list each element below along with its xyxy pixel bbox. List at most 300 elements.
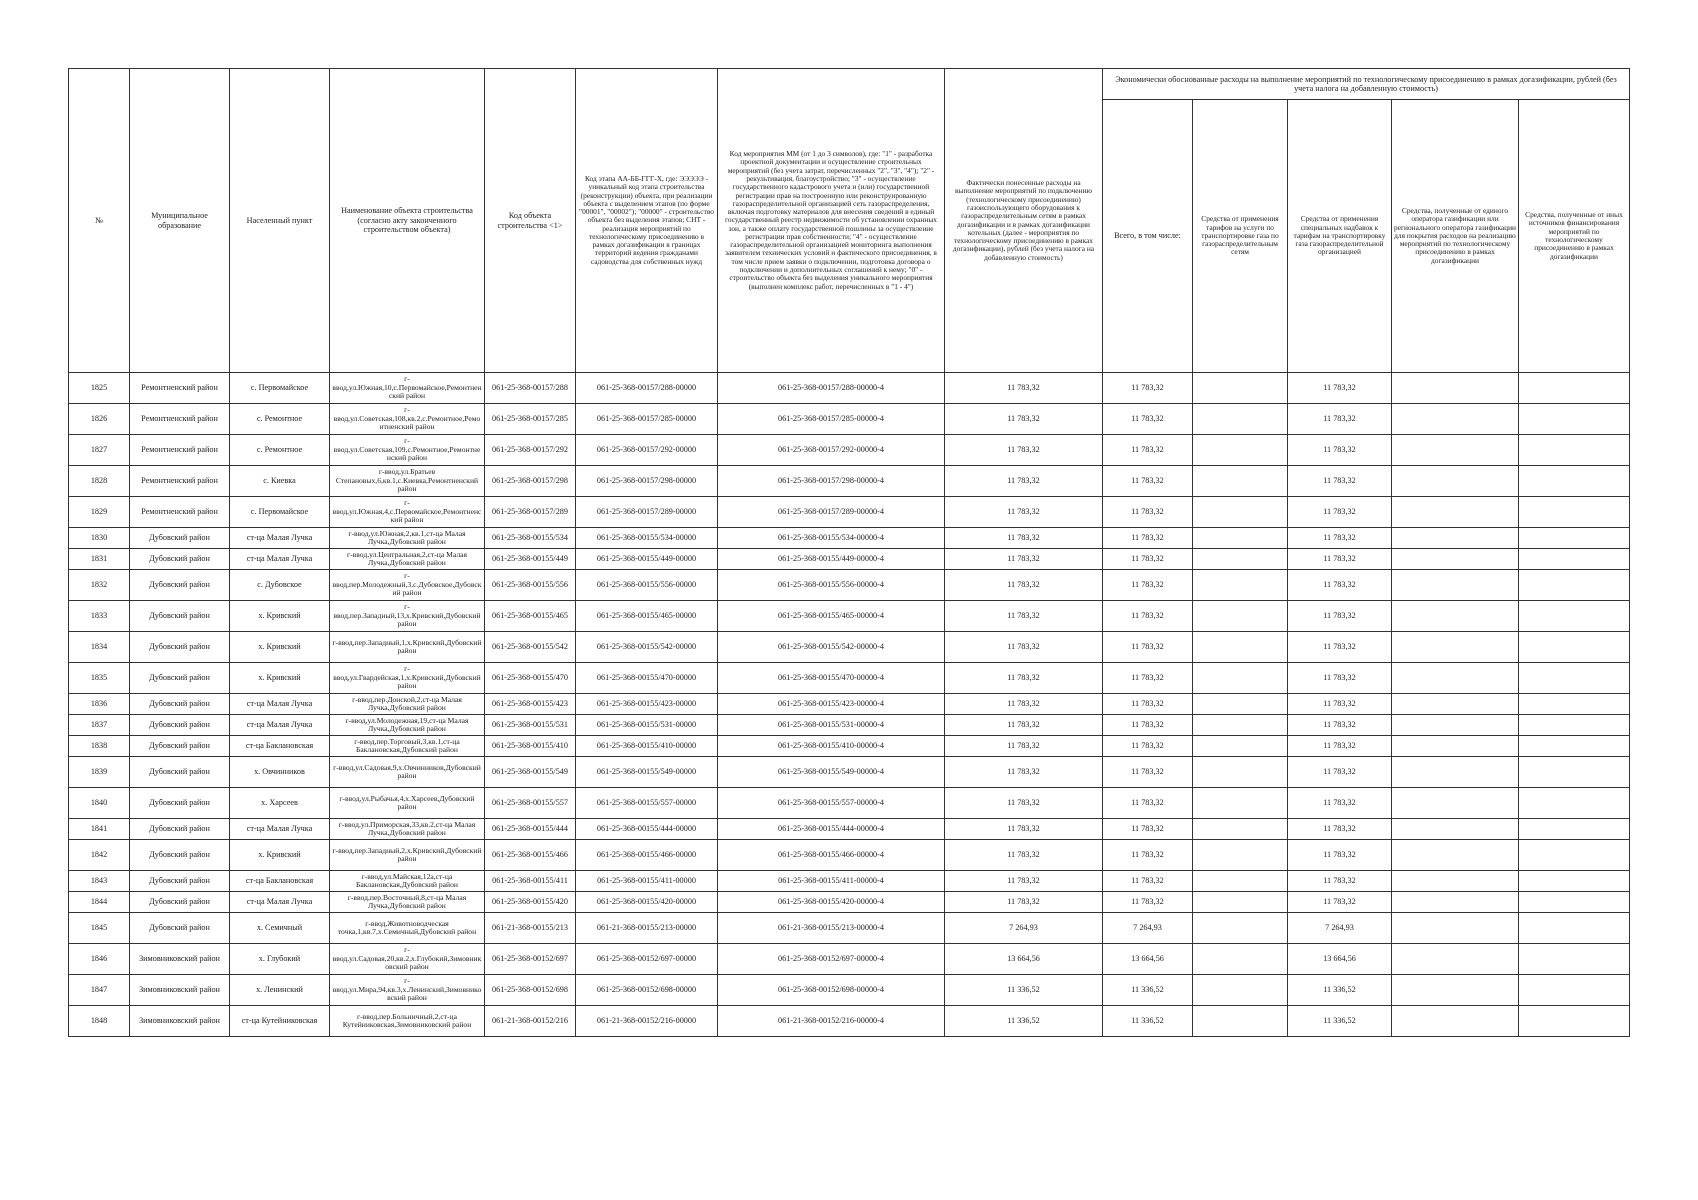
cell-object-name: г-ввод,ул.Рыбачья,4,х.Харсеев,Дубовский район	[330, 788, 485, 819]
table-row	[69, 1006, 1630, 1037]
cell-special-markups: 7 264,93	[1288, 913, 1392, 944]
cell-num: 1836	[69, 694, 130, 715]
cell-municipality: Дубовский район	[130, 892, 230, 913]
cell-special-markups: 13 664,56	[1288, 944, 1392, 975]
table-row	[69, 913, 1630, 944]
table-row	[69, 788, 1630, 819]
cell-other-sources	[1519, 1006, 1630, 1037]
cell-event-code: 061-25-368-00155/466-00000-4	[718, 840, 945, 871]
cell-other-sources	[1519, 944, 1630, 975]
cell-event-code: 061-21-368-00155/213-00000-4	[718, 913, 945, 944]
table-body	[69, 373, 1630, 1037]
cell-num: 1829	[69, 497, 130, 528]
cell-operator-funds	[1392, 757, 1519, 788]
cell-special-markups: 11 783,32	[1288, 892, 1392, 913]
cell-object-code: 061-25-368-00157/292	[485, 435, 576, 466]
table-header	[69, 69, 1630, 373]
cell-actual-costs: 11 783,32	[945, 871, 1103, 892]
cell-actual-costs: 11 783,32	[945, 373, 1103, 404]
cell-total: 11 783,32	[1103, 819, 1193, 840]
table-row	[69, 736, 1630, 757]
cell-other-sources	[1519, 435, 1630, 466]
cell-municipality: Зимовниковский район	[130, 944, 230, 975]
cell-stage-code: 061-25-368-00155/410-00000	[576, 736, 718, 757]
cell-tariff-transport	[1193, 944, 1288, 975]
cell-tariff-transport	[1193, 819, 1288, 840]
cell-settlement: х. Кривский	[230, 840, 330, 871]
cell-municipality: Ремонтненский район	[130, 466, 230, 497]
cell-settlement: ст-ца Малая Лучка	[230, 694, 330, 715]
cell-settlement: х. Семичный	[230, 913, 330, 944]
cell-actual-costs: 11 783,32	[945, 632, 1103, 663]
cell-total: 11 783,32	[1103, 404, 1193, 435]
table-row	[69, 549, 1630, 570]
cell-municipality: Дубовский район	[130, 788, 230, 819]
cell-stage-code: 061-21-368-00152/216-00000	[576, 1006, 718, 1037]
cell-settlement: х. Ленинский	[230, 975, 330, 1006]
cell-total: 11 783,32	[1103, 570, 1193, 601]
cell-other-sources	[1519, 819, 1630, 840]
cell-special-markups: 11 783,32	[1288, 466, 1392, 497]
cell-num: 1835	[69, 663, 130, 694]
cell-num: 1838	[69, 736, 130, 757]
cell-other-sources	[1519, 632, 1630, 663]
cell-num: 1827	[69, 435, 130, 466]
cell-settlement: ст-ца Малая Лучка	[230, 892, 330, 913]
cell-municipality: Дубовский район	[130, 913, 230, 944]
cell-total: 11 783,32	[1103, 632, 1193, 663]
cell-object-name: г-ввод,ул.Садовая,20,кв.2,х.Глубокий,Зимовниковский район	[330, 944, 485, 975]
cell-tariff-transport	[1193, 528, 1288, 549]
cell-tariff-transport	[1193, 497, 1288, 528]
cell-object-name: г-ввод,ул.Советская,108,кв.2,с.Ремонтное,Ремонтненский район	[330, 404, 485, 435]
cell-actual-costs: 11 336,52	[945, 975, 1103, 1006]
cell-actual-costs: 13 664,56	[945, 944, 1103, 975]
cell-total: 11 336,52	[1103, 1006, 1193, 1037]
cell-other-sources	[1519, 466, 1630, 497]
cell-municipality: Дубовский район	[130, 570, 230, 601]
cell-num: 1831	[69, 549, 130, 570]
cell-object-code: 061-25-368-00157/288	[485, 373, 576, 404]
cell-actual-costs: 11 783,32	[945, 694, 1103, 715]
cell-stage-code: 061-25-368-00155/420-00000	[576, 892, 718, 913]
cell-actual-costs: 11 783,32	[945, 528, 1103, 549]
cell-other-sources	[1519, 840, 1630, 871]
cell-other-sources	[1519, 871, 1630, 892]
cell-object-code: 061-25-368-00155/534	[485, 528, 576, 549]
table-row	[69, 892, 1630, 913]
cell-settlement: х. Кривский	[230, 601, 330, 632]
cell-tariff-transport	[1193, 715, 1288, 736]
cell-num: 1825	[69, 373, 130, 404]
cell-object-code: 061-25-368-00152/697	[485, 944, 576, 975]
cell-actual-costs: 11 783,32	[945, 788, 1103, 819]
header-num: №	[69, 69, 130, 373]
cell-num: 1832	[69, 570, 130, 601]
cell-municipality: Дубовский район	[130, 840, 230, 871]
cell-object-code: 061-25-368-00157/289	[485, 497, 576, 528]
cell-special-markups: 11 783,32	[1288, 601, 1392, 632]
cell-stage-code: 061-25-368-00155/423-00000	[576, 694, 718, 715]
cell-municipality: Дубовский район	[130, 694, 230, 715]
cell-other-sources	[1519, 549, 1630, 570]
cell-object-name: г-ввод,ул.Советская,109,с.Ремонтное,Ремонтненский район	[330, 435, 485, 466]
table-row	[69, 694, 1630, 715]
cell-total: 13 664,56	[1103, 944, 1193, 975]
cell-event-code: 061-25-368-00155/534-00000-4	[718, 528, 945, 549]
cell-object-name: г-ввод,Животноводческая точка,1,кв.7,х.Семичный,Дубовский район	[330, 913, 485, 944]
cell-municipality: Дубовский район	[130, 549, 230, 570]
cell-object-code: 061-25-368-00155/444	[485, 819, 576, 840]
cell-stage-code: 061-25-368-00155/556-00000	[576, 570, 718, 601]
cell-other-sources	[1519, 694, 1630, 715]
cell-num: 1843	[69, 871, 130, 892]
cell-municipality: Дубовский район	[130, 757, 230, 788]
cell-tariff-transport	[1193, 736, 1288, 757]
cell-event-code: 061-21-368-00152/216-00000-4	[718, 1006, 945, 1037]
cell-event-code: 061-25-368-00155/411-00000-4	[718, 871, 945, 892]
cell-operator-funds	[1392, 736, 1519, 757]
cell-special-markups: 11 783,32	[1288, 788, 1392, 819]
cell-other-sources	[1519, 736, 1630, 757]
cell-num: 1826	[69, 404, 130, 435]
cell-operator-funds	[1392, 871, 1519, 892]
cell-event-code: 061-25-368-00155/410-00000-4	[718, 736, 945, 757]
cell-num: 1846	[69, 944, 130, 975]
cell-tariff-transport	[1193, 404, 1288, 435]
cell-other-sources	[1519, 663, 1630, 694]
table-row	[69, 715, 1630, 736]
header-municipality: Муниципальное образование	[130, 69, 230, 373]
cell-num: 1839	[69, 757, 130, 788]
cell-operator-funds	[1392, 497, 1519, 528]
cell-object-name: г-ввод,пер.Восточный,8,ст-ца Малая Лучка,Дубовский район	[330, 892, 485, 913]
cell-object-code: 061-25-368-00155/531	[485, 715, 576, 736]
header-stage-code: Код этапа АА-ББ-ГГГ-Х, где: ЭЭЭЭЭ - уникальный код этапа строительства (реконструкции) объекта, при реализации объекта с выделением этапов (по форме "00001", "00002"); "00000" - строительство объекта без выделения этапов; СНТ - реализация мероприятий по технологическому присоединению в рамках догазификации в границах территорий ведения гражданами садоводства для собственных нужд	[576, 69, 718, 373]
cell-operator-funds	[1392, 694, 1519, 715]
cell-special-markups: 11 783,32	[1288, 528, 1392, 549]
cell-num: 1840	[69, 788, 130, 819]
cell-settlement: с. Киевка	[230, 466, 330, 497]
cell-tariff-transport	[1193, 570, 1288, 601]
cell-stage-code: 061-25-368-00155/444-00000	[576, 819, 718, 840]
cell-operator-funds	[1392, 528, 1519, 549]
document-sheet	[68, 68, 1629, 1037]
cell-event-code: 061-25-368-00152/697-00000-4	[718, 944, 945, 975]
cell-operator-funds	[1392, 975, 1519, 1006]
cell-special-markups: 11 783,32	[1288, 871, 1392, 892]
cell-settlement: ст-ца Малая Лучка	[230, 549, 330, 570]
cell-municipality: Ремонтненский район	[130, 435, 230, 466]
cell-stage-code: 061-25-368-00157/292-00000	[576, 435, 718, 466]
cell-special-markups: 11 783,32	[1288, 819, 1392, 840]
cell-object-name: г-ввод,ул.Южная,10,с.Первомайское,Ремонтненский район	[330, 373, 485, 404]
cell-object-code: 061-25-368-00155/466	[485, 840, 576, 871]
cell-object-code: 061-25-368-00155/449	[485, 549, 576, 570]
cell-operator-funds	[1392, 373, 1519, 404]
cell-settlement: с. Первомайское	[230, 497, 330, 528]
cell-object-code: 061-25-368-00155/556	[485, 570, 576, 601]
cell-event-code: 061-25-368-00155/531-00000-4	[718, 715, 945, 736]
cell-total: 11 783,32	[1103, 528, 1193, 549]
cell-stage-code: 061-25-368-00157/285-00000	[576, 404, 718, 435]
table-row	[69, 944, 1630, 975]
table-row	[69, 373, 1630, 404]
header-settlement: Населенный пункт	[230, 69, 330, 373]
cell-actual-costs: 11 783,32	[945, 736, 1103, 757]
cell-object-name: г-ввод,ул.Южная,2,кв.1,ст-ца Малая Лучка,Дубовский район	[330, 528, 485, 549]
cell-stage-code: 061-25-368-00155/531-00000	[576, 715, 718, 736]
cell-tariff-transport	[1193, 466, 1288, 497]
cell-operator-funds	[1392, 466, 1519, 497]
cell-settlement: х. Кривский	[230, 663, 330, 694]
header-other-sources: Средства, полученные от иных источников финансирования мероприятий по технологическому присоединению в рамках догазификации	[1519, 100, 1630, 373]
cell-operator-funds	[1392, 913, 1519, 944]
cell-tariff-transport	[1193, 601, 1288, 632]
cell-actual-costs: 11 783,32	[945, 715, 1103, 736]
cell-stage-code: 061-25-368-00155/466-00000	[576, 840, 718, 871]
cell-tariff-transport	[1193, 694, 1288, 715]
cell-actual-costs: 7 264,93	[945, 913, 1103, 944]
cell-total: 11 783,32	[1103, 373, 1193, 404]
cell-municipality: Дубовский район	[130, 736, 230, 757]
cell-special-markups: 11 783,32	[1288, 715, 1392, 736]
cell-num: 1847	[69, 975, 130, 1006]
table-row	[69, 528, 1630, 549]
cell-object-code: 061-25-368-00155/410	[485, 736, 576, 757]
cell-num: 1848	[69, 1006, 130, 1037]
cell-stage-code: 061-25-368-00157/289-00000	[576, 497, 718, 528]
header-object-name: Наименование объекта строительства (согласно акту законченного строительством объекта)	[330, 69, 485, 373]
cell-operator-funds	[1392, 632, 1519, 663]
cell-object-name: г-ввод,ул.Мира,94,кв.3,х.Ленинский,Зимовниковский район	[330, 975, 485, 1006]
cell-event-code: 061-25-368-00155/449-00000-4	[718, 549, 945, 570]
cell-tariff-transport	[1193, 663, 1288, 694]
cell-object-name: г-ввод,пер.Молодежный,3,с.Дубовское,Дубовский район	[330, 570, 485, 601]
cell-municipality: Дубовский район	[130, 632, 230, 663]
cell-object-name: г-ввод,пер.Западный,1,х.Кривский,Дубовский район	[330, 632, 485, 663]
cell-settlement: ст-ца Баклановская	[230, 871, 330, 892]
cell-settlement: х. Харсеев	[230, 788, 330, 819]
table-row	[69, 871, 1630, 892]
cell-event-code: 061-25-368-00155/556-00000-4	[718, 570, 945, 601]
cell-other-sources	[1519, 975, 1630, 1006]
cell-tariff-transport	[1193, 975, 1288, 1006]
cell-other-sources	[1519, 913, 1630, 944]
cell-object-code: 061-25-368-00155/420	[485, 892, 576, 913]
cell-settlement: ст-ца Баклановская	[230, 736, 330, 757]
cell-municipality: Дубовский район	[130, 715, 230, 736]
cell-object-code: 061-25-368-00155/557	[485, 788, 576, 819]
cell-num: 1841	[69, 819, 130, 840]
cell-stage-code: 061-25-368-00152/698-00000	[576, 975, 718, 1006]
cell-object-name: г-ввод,пер.Донской,2,ст-ца Малая Лучка,Дубовский район	[330, 694, 485, 715]
cell-settlement: с. Дубовское	[230, 570, 330, 601]
cell-total: 11 783,32	[1103, 757, 1193, 788]
cell-settlement: ст-ца Малая Лучка	[230, 715, 330, 736]
header-event-code: Код мероприятия ММ (от 1 до 3 символов), где: "1" - разработка проектной документации и осуществление строительных мероприятий (без учета затрат, перечисленных "2", "3", "4"); "2" - рекультивация, благоустройство; "3" - осуществление государственного кадастрового учета и (или) государственной регистрации прав на построенную или реконструированную газораспределительной организацией сеть газораспределения, включая подготовку материалов для внесения сведений в единый государственный реестр недвижимости об установлении охранных зон, а также оплату государственной пошлины за осуществление регистрации прав собственности; "4" - осуществление газораспределительной организацией мониторинга выполнения заявителем технических условий и фактического присоединения, в том числе прием заявки о подключении, подготовка договора о подключении и дополнительных соглашений к нему; "0" - строительство объекта без выделения уникального мероприятия (выполнен комплекс работ, перечисленных в "1 - 4")	[718, 69, 945, 373]
cell-total: 11 783,32	[1103, 694, 1193, 715]
cell-total: 11 336,52	[1103, 975, 1193, 1006]
cell-object-name: г-ввод,ул.Приморская,33,кв.2,ст-ца Малая Лучка,Дубовский район	[330, 819, 485, 840]
cell-total: 7 264,93	[1103, 913, 1193, 944]
table-row	[69, 404, 1630, 435]
cell-event-code: 061-25-368-00155/557-00000-4	[718, 788, 945, 819]
table-row	[69, 466, 1630, 497]
cell-event-code: 061-25-368-00152/698-00000-4	[718, 975, 945, 1006]
cell-municipality: Зимовниковский район	[130, 1006, 230, 1037]
cell-num: 1828	[69, 466, 130, 497]
cell-num: 1834	[69, 632, 130, 663]
cell-object-code: 061-25-368-00155/470	[485, 663, 576, 694]
cell-actual-costs: 11 783,32	[945, 497, 1103, 528]
cell-stage-code: 061-21-368-00155/213-00000	[576, 913, 718, 944]
cell-stage-code: 061-25-368-00155/549-00000	[576, 757, 718, 788]
cell-settlement: ст-ца Малая Лучка	[230, 528, 330, 549]
cell-operator-funds	[1392, 570, 1519, 601]
cell-other-sources	[1519, 570, 1630, 601]
cell-stage-code: 061-25-368-00157/298-00000	[576, 466, 718, 497]
cell-tariff-transport	[1193, 913, 1288, 944]
cell-object-name: г-ввод,пер.Западный,2,х.Кривский,Дубовский район	[330, 840, 485, 871]
header-actual-costs: Фактически понесенные расходы на выполнение мероприятий по подключению (технологическому присоединению) газоиспользующего оборудования к газораспределительным сетям в рамках догазификации и в рамках догазификации котельных (далее - мероприятия по технологическому присоединению в рамках догазификации), рублей (без учета налога на добавленную стоимость)	[945, 69, 1103, 373]
cell-other-sources	[1519, 715, 1630, 736]
cell-num: 1833	[69, 601, 130, 632]
cell-object-name: г-ввод,ул.Майская,12а,ст-ца Баклановская,Дубовский район	[330, 871, 485, 892]
cell-actual-costs: 11 783,32	[945, 435, 1103, 466]
cell-object-code: 061-21-368-00152/216	[485, 1006, 576, 1037]
cell-object-code: 061-25-368-00157/298	[485, 466, 576, 497]
header-tariff-transport: Средства от применения тарифов на услуги по транспортировке газа по газораспределительным сетям	[1193, 100, 1288, 373]
cell-tariff-transport	[1193, 871, 1288, 892]
cell-municipality: Ремонтненский район	[130, 404, 230, 435]
cell-object-code: 061-25-368-00155/549	[485, 757, 576, 788]
cell-actual-costs: 11 783,32	[945, 601, 1103, 632]
cell-stage-code: 061-25-368-00155/465-00000	[576, 601, 718, 632]
cell-actual-costs: 11 336,52	[945, 1006, 1103, 1037]
cell-settlement: с. Ремонтное	[230, 435, 330, 466]
cell-special-markups: 11 783,32	[1288, 435, 1392, 466]
cell-tariff-transport	[1193, 757, 1288, 788]
cell-other-sources	[1519, 757, 1630, 788]
cell-total: 11 783,32	[1103, 892, 1193, 913]
cell-object-code: 061-25-368-00155/542	[485, 632, 576, 663]
cell-stage-code: 061-25-368-00157/288-00000	[576, 373, 718, 404]
cell-settlement: ст-ца Кутейниковская	[230, 1006, 330, 1037]
cell-settlement: с. Ремонтное	[230, 404, 330, 435]
cell-object-name: г-ввод,ул.Молодежная,19,ст-ца Малая Лучка,Дубовский район	[330, 715, 485, 736]
cell-object-code: 061-25-368-00157/285	[485, 404, 576, 435]
cell-tariff-transport	[1193, 632, 1288, 663]
table-row	[69, 819, 1630, 840]
cell-special-markups: 11 783,32	[1288, 632, 1392, 663]
cell-municipality: Дубовский район	[130, 819, 230, 840]
cell-object-name: г-ввод,пер.Больничный,2,ст-ца Кутейниковская,Зимовниковский район	[330, 1006, 485, 1037]
cell-tariff-transport	[1193, 435, 1288, 466]
cell-operator-funds	[1392, 435, 1519, 466]
cell-special-markups: 11 336,52	[1288, 1006, 1392, 1037]
cell-operator-funds	[1392, 788, 1519, 819]
cell-event-code: 061-25-368-00155/542-00000-4	[718, 632, 945, 663]
cell-num: 1844	[69, 892, 130, 913]
table-row	[69, 663, 1630, 694]
cell-actual-costs: 11 783,32	[945, 549, 1103, 570]
header-total: Всего, в том числе:	[1103, 100, 1193, 373]
cell-tariff-transport	[1193, 788, 1288, 819]
cell-actual-costs: 11 783,32	[945, 404, 1103, 435]
table-row	[69, 975, 1630, 1006]
cell-event-code: 061-25-368-00155/465-00000-4	[718, 601, 945, 632]
cell-event-code: 061-25-368-00155/423-00000-4	[718, 694, 945, 715]
cell-total: 11 783,32	[1103, 435, 1193, 466]
cell-object-code: 061-21-368-00155/213	[485, 913, 576, 944]
cell-object-code: 061-25-368-00152/698	[485, 975, 576, 1006]
cell-operator-funds	[1392, 663, 1519, 694]
cell-other-sources	[1519, 788, 1630, 819]
cell-special-markups: 11 783,32	[1288, 570, 1392, 601]
cell-special-markups: 11 783,32	[1288, 497, 1392, 528]
cell-object-name: г-ввод,пер.Западный,13,х.Кривский,Дубовский район	[330, 601, 485, 632]
cell-municipality: Ремонтненский район	[130, 373, 230, 404]
cell-tariff-transport	[1193, 840, 1288, 871]
cell-object-name: г-ввод,ул.Садовая,9,х.Овчинников,Дубовский район	[330, 757, 485, 788]
table-row	[69, 840, 1630, 871]
cell-special-markups: 11 783,32	[1288, 736, 1392, 757]
cell-special-markups: 11 783,32	[1288, 549, 1392, 570]
cell-object-code: 061-25-368-00155/411	[485, 871, 576, 892]
cell-event-code: 061-25-368-00157/292-00000-4	[718, 435, 945, 466]
cell-tariff-transport	[1193, 549, 1288, 570]
cell-event-code: 061-25-368-00155/549-00000-4	[718, 757, 945, 788]
cell-stage-code: 061-25-368-00155/470-00000	[576, 663, 718, 694]
table-row	[69, 601, 1630, 632]
header-operator-funds: Средства, полученные от единого оператора газификации или регионального оператора газификации для покрытия расходов на реализацию мероприятий по технологическому присоединению в рамках догазификации	[1392, 100, 1519, 373]
cell-settlement: х. Кривский	[230, 632, 330, 663]
cell-actual-costs: 11 783,32	[945, 663, 1103, 694]
cell-municipality: Дубовский район	[130, 528, 230, 549]
cell-operator-funds	[1392, 549, 1519, 570]
cell-event-code: 061-25-368-00157/288-00000-4	[718, 373, 945, 404]
cell-stage-code: 061-25-368-00155/411-00000	[576, 871, 718, 892]
cell-operator-funds	[1392, 819, 1519, 840]
cell-operator-funds	[1392, 404, 1519, 435]
cell-num: 1837	[69, 715, 130, 736]
cell-object-name: г-ввод,ул.Гвардейская,1,х.Кривский,Дубовский район	[330, 663, 485, 694]
cell-operator-funds	[1392, 892, 1519, 913]
cell-num: 1842	[69, 840, 130, 871]
cell-object-name: г-ввод,пер.Торговый,3,кв.1,ст-ца Баклановская,Дубовский район	[330, 736, 485, 757]
cell-municipality: Дубовский район	[130, 601, 230, 632]
cell-stage-code: 061-25-368-00155/449-00000	[576, 549, 718, 570]
cell-settlement: ст-ца Малая Лучка	[230, 819, 330, 840]
cell-operator-funds	[1392, 1006, 1519, 1037]
cell-other-sources	[1519, 892, 1630, 913]
table-row	[69, 497, 1630, 528]
cell-operator-funds	[1392, 715, 1519, 736]
cell-municipality: Дубовский район	[130, 663, 230, 694]
cell-event-code: 061-25-368-00155/470-00000-4	[718, 663, 945, 694]
table-row	[69, 757, 1630, 788]
cell-municipality: Зимовниковский район	[130, 975, 230, 1006]
gasification-costs-table	[68, 68, 1630, 1037]
cell-event-code: 061-25-368-00157/298-00000-4	[718, 466, 945, 497]
cell-settlement: х. Глубокий	[230, 944, 330, 975]
cell-special-markups: 11 783,32	[1288, 373, 1392, 404]
cell-other-sources	[1519, 528, 1630, 549]
cell-actual-costs: 11 783,32	[945, 819, 1103, 840]
cell-stage-code: 061-25-368-00155/534-00000	[576, 528, 718, 549]
cell-special-markups: 11 783,32	[1288, 840, 1392, 871]
